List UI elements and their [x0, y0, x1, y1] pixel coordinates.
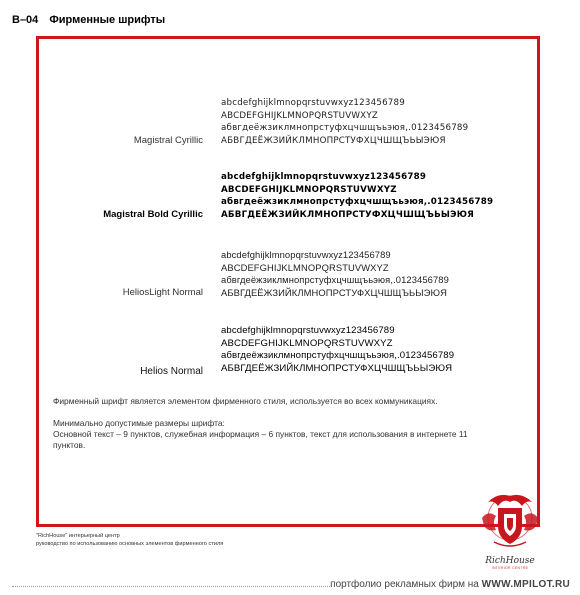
content-frame — [36, 36, 540, 527]
font-name: Helios Normal — [140, 366, 203, 377]
page-header — [12, 14, 165, 26]
font-name: Magistral Cyrillic — [133, 135, 203, 146]
description — [53, 396, 473, 451]
sample-lowercase: abcdefghijklmnopqrstuvwxyz123456789 — [221, 172, 427, 182]
sample-cyrillic-lowercase: абвгдеёжзиклмнопрстуфхцчшщъьэюя,.0123456789 — [221, 123, 469, 133]
sample-uppercase: ABCDEFGHIJKLMNOPQRSTUVWXYZ — [221, 184, 397, 195]
description-paragraph: Фирменный шрифт является элементом фирменного стиля, используется во всех коммуникациях. — [53, 396, 438, 406]
min-size-heading: Минимально допустимые размеры шрифта: — [53, 418, 225, 428]
font-name: Magistral Bold Cyrillic — [103, 209, 203, 220]
sample-cyrillic-uppercase: АБВГДЕЁЖЗИЙКЛМНОПРСТУФХЦЧШЩЪЬЫЭЮЯ — [221, 135, 446, 146]
footer-divider — [12, 586, 332, 587]
sample-uppercase: ABCDEFGHIJKLMNOPQRSTUVWXYZ — [221, 337, 393, 349]
sample-uppercase: ABCDEFGHIJKLMNOPQRSTUVWXYZ — [221, 261, 389, 273]
font-samples — [221, 97, 468, 147]
sample-cyrillic-uppercase: АБВГДЕЁЖЗИЙКЛМНОПРСТУФХЦЧШЩЪЬЫЭЮЯ — [221, 362, 453, 374]
font-name: HeliosLight Normal — [122, 287, 203, 298]
min-size-text: Основной текст – 9 пунктов, служебная информация – 6 пунктов, текст для использования в интернете 11 пунктов. — [53, 429, 468, 450]
footer-note-line: руководство по использованию основных элементов фирменного стиля — [36, 540, 224, 547]
sample-lowercase: abcdefghijklmnopqrstuvwxyz123456789 — [221, 249, 391, 260]
font-samples — [221, 171, 493, 221]
font-samples — [221, 249, 449, 299]
page-title: Фирменные шрифты — [49, 14, 166, 26]
sample-lowercase: abcdefghijklmnopqrstuvwxyz123456789 — [221, 325, 395, 336]
sample-cyrillic-lowercase: абвгдеёжзиклмнопрстуфхцчшщъьэюя,.0123456789 — [221, 350, 455, 361]
sample-cyrillic-uppercase: АБВГДЕЁЖЗИЙКЛМНОПРСТУФХЦЧШЩЪЬЫЭЮЯ — [221, 286, 447, 298]
footer-credit — [330, 579, 570, 590]
footer-credit-prefix: портфолио рекламных фирм на — [330, 579, 482, 590]
sample-uppercase: ABCDEFGHIJKLMNOPQRSTUVWXYZ — [221, 110, 378, 121]
logo-subcaption: INTERIOR CENTRE — [491, 566, 529, 570]
font-samples — [221, 325, 454, 375]
footer-credit-site-link[interactable]: WWW.MPILOT.RU — [481, 579, 570, 590]
sample-cyrillic-lowercase: абвгдеёжзиклмнопрстуфхцчшщъьэюя,.0123456789 — [221, 197, 494, 207]
sample-cyrillic-uppercase: АБВГДЕЁЖЗИЙКЛМНОПРСТУФХЦЧШЩЪЬЫЭЮЯ — [221, 209, 475, 220]
footer-note — [36, 533, 223, 548]
footer-note-line: "RichHouse" интерьерный центр — [36, 533, 120, 539]
sample-lowercase: abcdefghijklmnopqrstuvwxyz123456789 — [221, 98, 405, 108]
section-code: B–04 — [12, 14, 39, 26]
logo-caption: RichHouse — [485, 556, 535, 566]
sample-cyrillic-lowercase: абвгдеёжзиклмнопрстуфхцчшщъьэюя,.0123456789 — [221, 274, 449, 285]
